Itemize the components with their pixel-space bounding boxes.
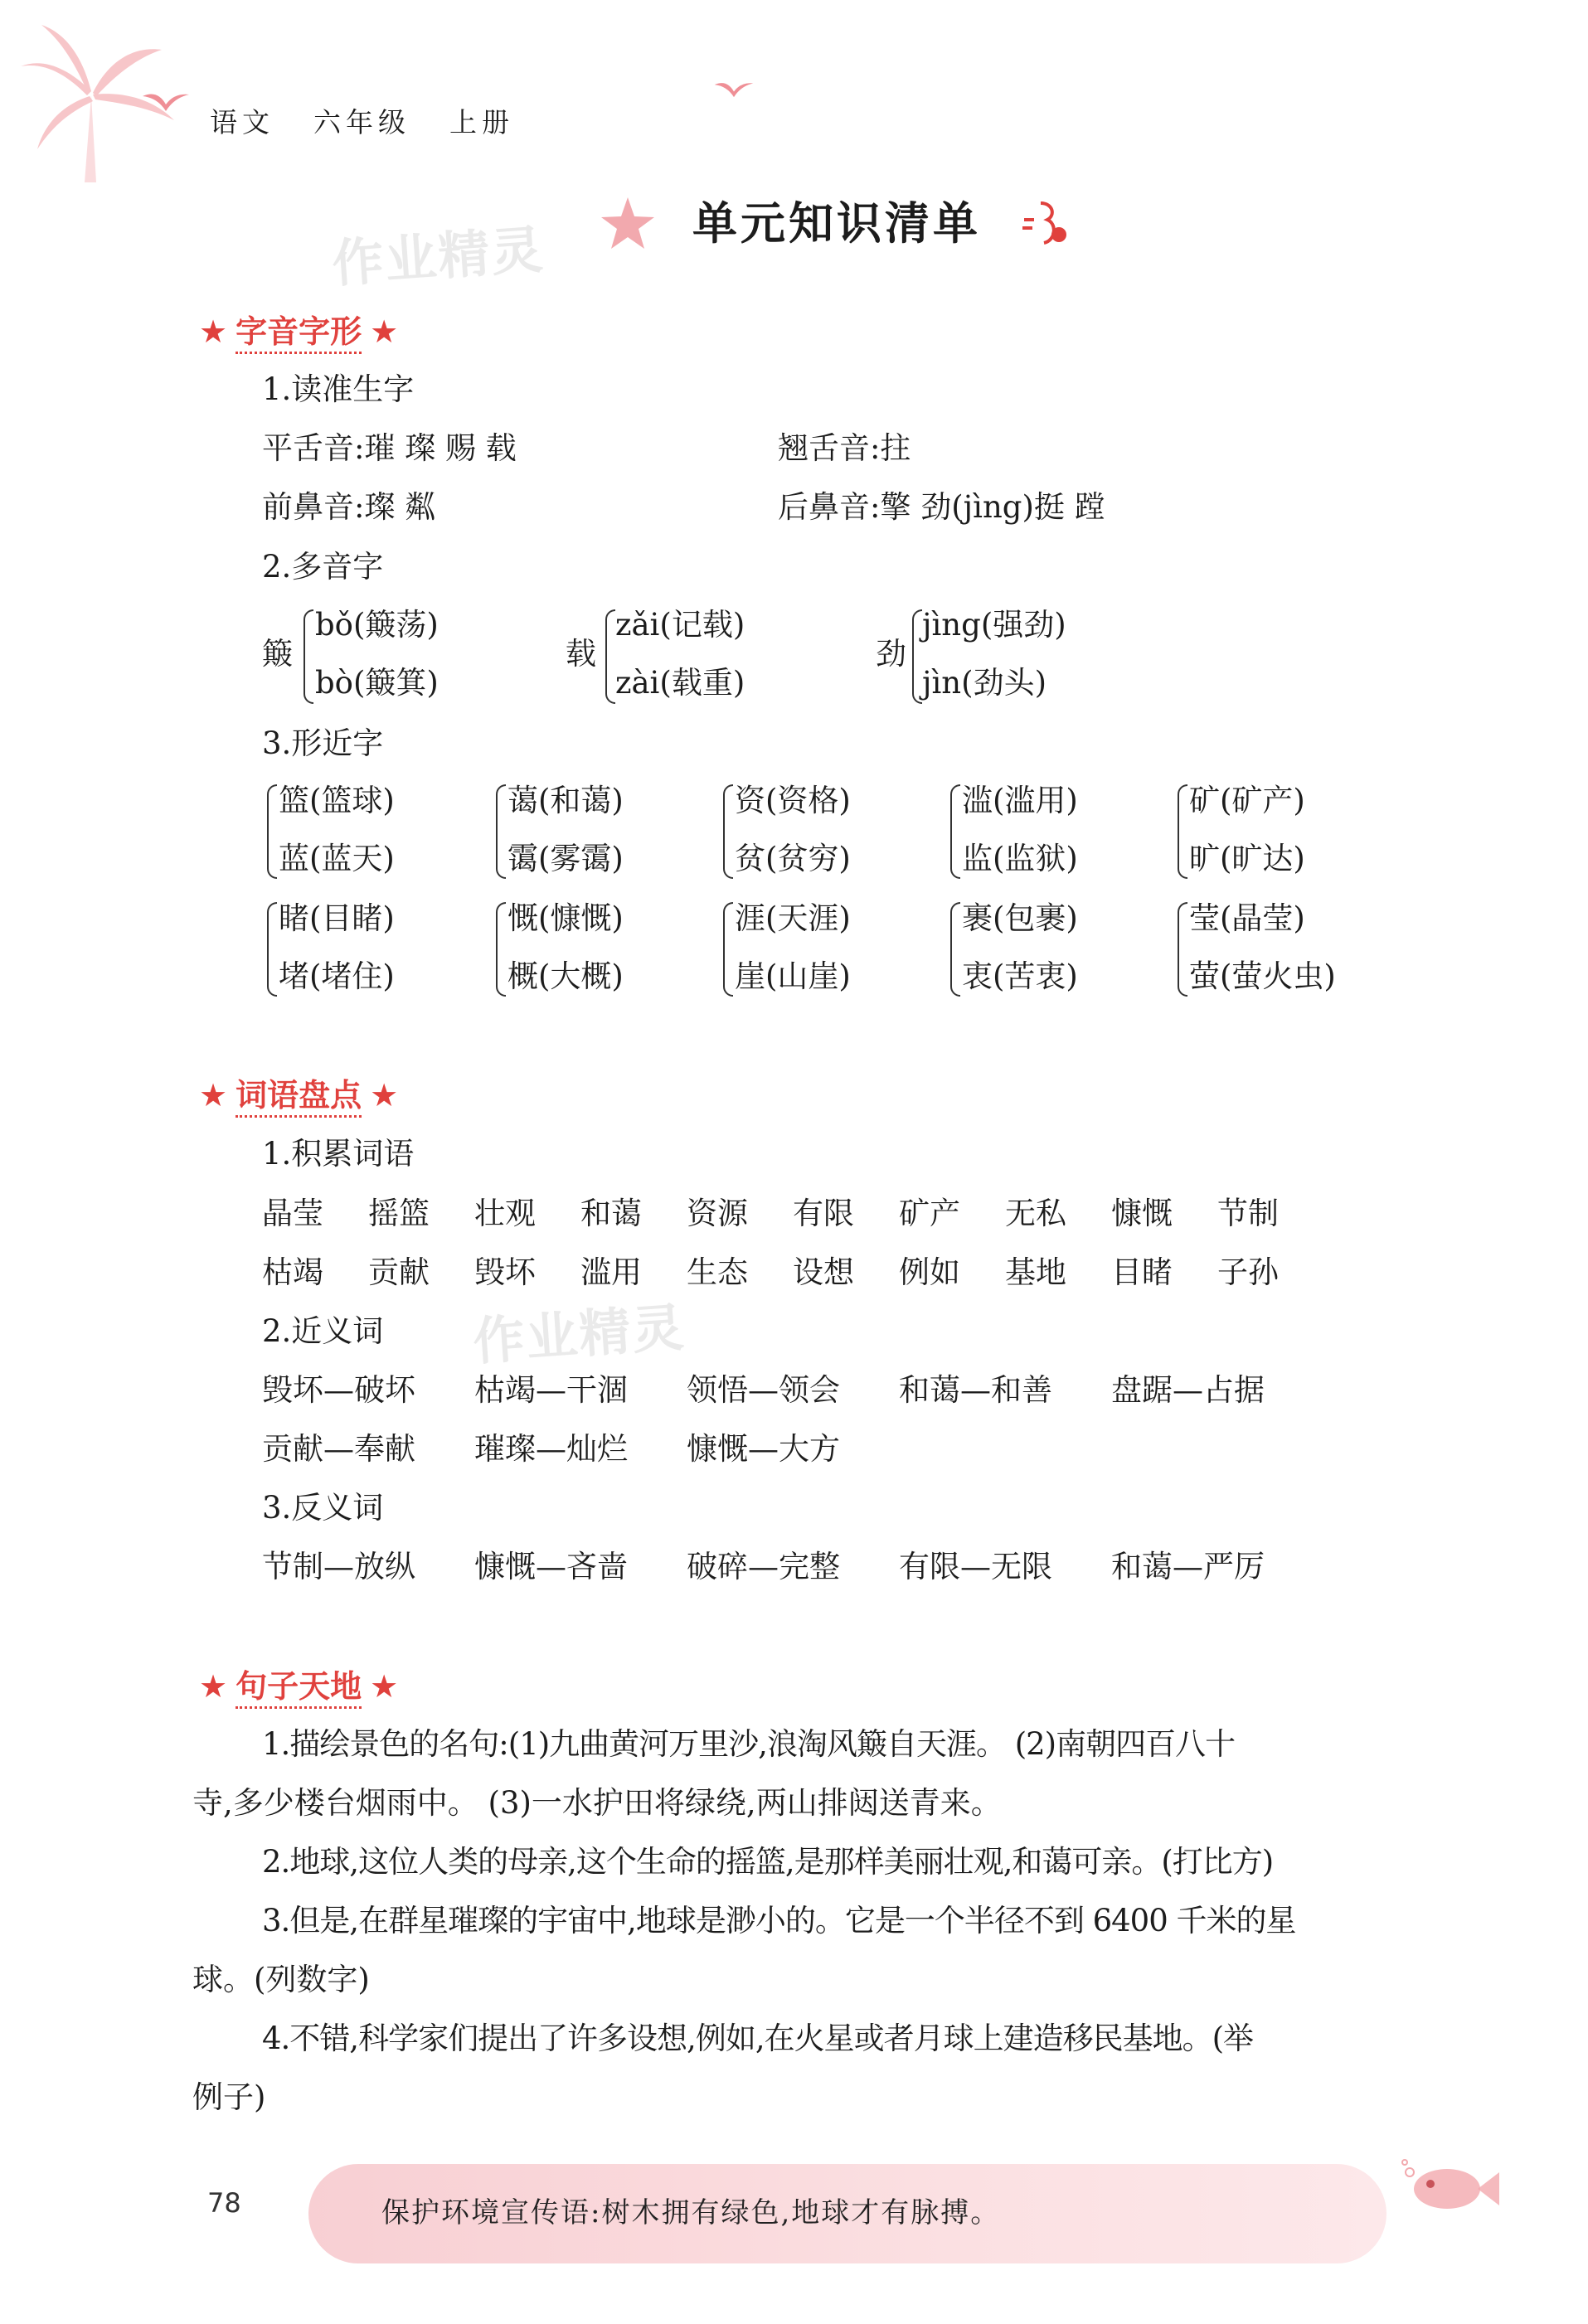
antonym-pair: 破碎—完整 [687,1549,840,1584]
houbi-line: 后鼻音:擎 劲(jìng)挺 蹚 [778,489,1105,525]
vocab-word: 有限 [793,1196,854,1231]
brace [1178,902,1187,997]
brace [950,784,960,879]
sentence-line: 1.描绘景色的名句:(1)九曲黄河万里沙,浪淘风簸自天涯。 (2)南朝四百八十 [262,1726,1236,1762]
header-grade: 六年级 [313,106,410,138]
similar-char: 贫(贫穷) [735,841,851,876]
header-subject: 语文 [210,106,274,138]
bird-icon [141,90,191,114]
brace [496,902,506,997]
brace [304,609,313,704]
sentence-line: 4.不错,科学家们提出了许多设想,例如,在火星或者月球上建造移民基地。(举 [262,2021,1254,2056]
brace [723,784,733,879]
section-heading-2 [199,1075,398,1115]
similar-char: 霭(雾霭) [507,841,624,876]
antonym-pair: 节制—放纵 [262,1549,415,1584]
page-title: 单元知识清单 [692,197,981,250]
seahorse-icon [1008,195,1074,253]
qiaoshe-line: 翘舌音:拄 [778,430,911,466]
vocab-word: 生态 [687,1254,748,1290]
starfish-icon [599,195,657,253]
synonym-pair: 盘踞—占据 [1111,1372,1265,1408]
similar-char: 崖(山崖) [735,958,851,994]
similar-char: 蓝(蓝天) [279,841,395,876]
synonym-pair: 和蔼—和善 [899,1372,1052,1408]
star-icon: ★ [370,1077,399,1113]
synonym-pair: 枯竭—干涸 [474,1372,628,1408]
polyphone-reading: zài(载重) [615,665,745,701]
brace [912,609,922,704]
similar-char: 蔼(和蔼) [507,783,624,818]
similar-char: 监(监狱) [962,841,1078,876]
watermark: 作业精灵 [471,1297,687,1372]
similar-char: 矿(矿产) [1189,783,1305,818]
page-number: 78 [207,2187,241,2219]
similar-char: 篮(篮球) [279,783,395,818]
vocab-word: 滥用 [580,1254,642,1290]
sentence-line: 3.但是,在群星璀璨的宇宙中,地球是渺小的。它是一个半径不到 6400 千米的星 [262,1903,1296,1938]
antonym-pair: 慷慨—吝啬 [474,1549,628,1584]
vocab-word: 枯竭 [262,1254,323,1290]
similar-char: 涯(天涯) [735,900,851,936]
subheading: 2.近义词 [262,1313,384,1349]
brace [496,784,506,879]
similar-char: 裹(包裹) [962,900,1078,936]
subheading: 3.反义词 [262,1490,384,1526]
similar-char: 堵(堵住) [279,958,395,994]
similar-char: 旷(旷达) [1189,841,1305,876]
section-heading-3 [199,1667,398,1706]
vocab-word: 无私 [1005,1196,1066,1231]
subheading: 1.积累词语 [262,1136,415,1172]
section-label: 词语盘点 [236,1077,362,1118]
similar-char: 睹(目睹) [279,900,395,936]
section-heading-1 [199,312,398,352]
polyphone-char: 劲 [876,636,906,672]
star-icon: ★ [199,313,228,350]
similar-char: 资(资格) [735,783,851,818]
vocab-word: 贡献 [368,1254,430,1290]
star-icon: ★ [199,1077,228,1113]
brace [1178,784,1187,879]
antonym-pair: 和蔼—严厉 [1111,1549,1265,1584]
similar-char: 概(大概) [507,958,624,994]
star-icon: ★ [370,313,399,350]
vocab-word: 节制 [1217,1196,1279,1231]
subheading: 1.读准生字 [262,371,415,407]
brace [723,902,733,997]
similar-char: 慨(慷慨) [507,900,624,936]
similar-char: 滥(滥用) [962,783,1078,818]
vocab-word: 例如 [899,1254,960,1290]
vocab-word: 慷慨 [1111,1196,1173,1231]
star-icon: ★ [370,1668,399,1705]
sentence-line: 寺,多少楼台烟雨中。 (3)一水护田将绿绕,两山排闼送青来。 [192,1785,1002,1821]
vocab-word: 资源 [687,1196,748,1231]
watermark: 作业精灵 [330,219,546,294]
subheading: 3.形近字 [262,725,384,761]
bird-icon [713,79,755,100]
vocab-word: 设想 [793,1254,854,1290]
synonym-pair: 贡献—奉献 [262,1431,415,1467]
brace [267,784,277,879]
polyphone-reading: zǎi(记载) [615,607,745,643]
synonym-pair: 璀璨—灿烂 [474,1431,628,1467]
vocab-word: 目睹 [1111,1254,1173,1290]
vocab-word: 晶莹 [262,1196,323,1231]
antonym-pair: 有限—无限 [899,1549,1052,1584]
footer-slogan: 保护环境宣传语:树木拥有绿色,地球才有脉搏。 [381,2196,1001,2229]
polyphone-reading: bǒ(簸荡) [315,607,439,643]
synonym-pair: 领悟—领会 [687,1372,840,1408]
sentence-line: 例子) [192,2079,266,2115]
polyphone-char: 载 [566,636,596,672]
header-term: 上册 [449,106,514,138]
polyphone-char: 簸 [262,636,293,672]
sentence-line: 球。(列数字) [192,1962,370,1997]
subheading: 2.多音字 [262,549,384,585]
polyphone-reading: bò(簸箕) [315,665,439,701]
pingshe-line: 平舌音:璀 璨 赐 载 [262,430,517,466]
brace [605,609,615,704]
star-icon: ★ [199,1668,228,1705]
synonym-pair: 毁坏—破坏 [262,1372,415,1408]
qianbi-line: 前鼻音:璨 粼 [262,489,436,525]
synonym-pair: 慷慨—大方 [687,1431,840,1467]
brace [267,902,277,997]
similar-char: 衷(苦衷) [962,958,1078,994]
section-label: 句子天地 [236,1668,362,1709]
similar-char: 萤(萤火虫) [1189,958,1336,994]
vocab-word: 毁坏 [474,1254,536,1290]
polyphone-reading: jìn(劲头) [922,665,1047,701]
vocab-word: 壮观 [474,1196,536,1231]
vocab-word: 基地 [1005,1254,1066,1290]
vocab-word: 矿产 [899,1196,960,1231]
fish-icon [1401,2156,1501,2222]
sentence-line: 2.地球,这位人类的母亲,这个生命的摇篮,是那样美丽壮观,和蔼可亲。(打比方) [262,1844,1274,1880]
polyphone-reading: jìng(强劲) [922,607,1066,643]
section-label: 字音字形 [236,313,362,354]
vocab-word: 摇篮 [368,1196,430,1231]
vocab-word: 和蔼 [580,1196,642,1231]
similar-char: 莹(晶莹) [1189,900,1305,936]
brace [950,902,960,997]
vocab-word: 子孙 [1217,1254,1279,1290]
